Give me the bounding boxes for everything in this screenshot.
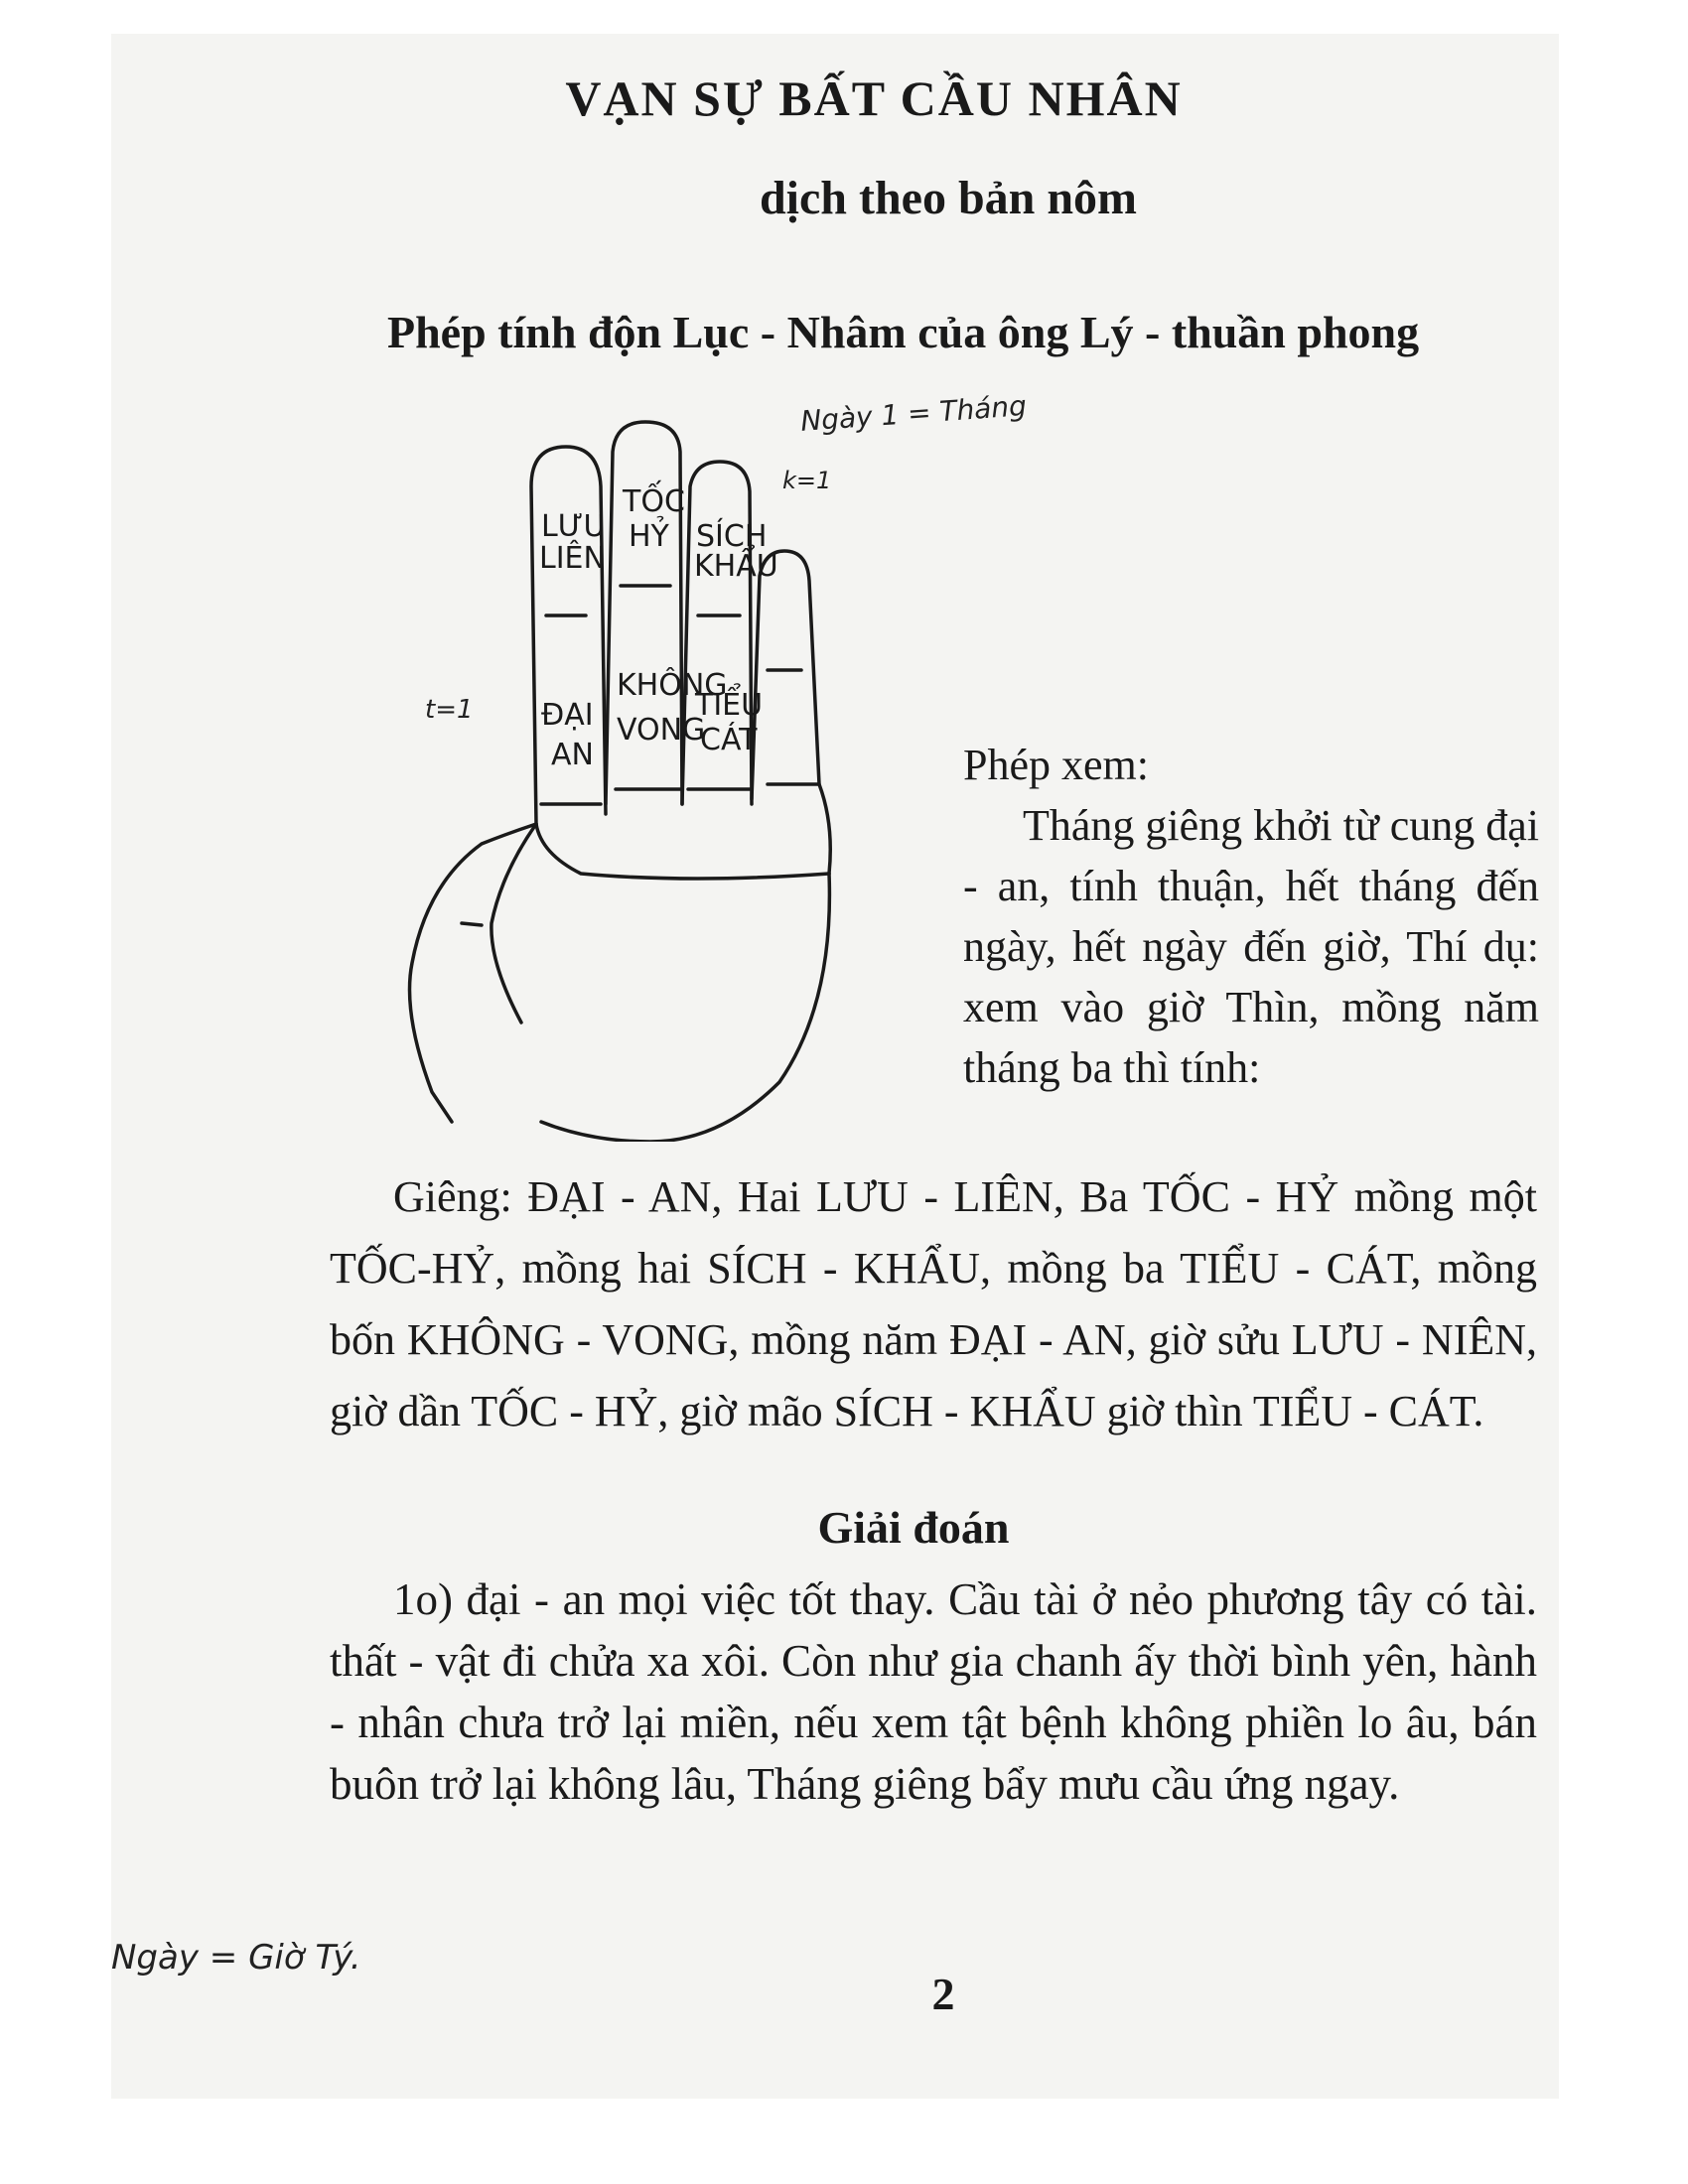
label-lien: LIÊN [539,541,606,576]
page-subtitle: dịch theo bản nôm [759,172,1138,224]
method-heading: Phép xem: [963,741,1149,789]
label-toc: TỐC [623,484,685,519]
page-number: 2 [931,1969,955,2019]
paragraph-interpretation: 1o) đại - an mọi việc tốt thay. Cầu tài ở nẻo phương tây có tài. thất - vật đi chửa xa xôi. Còn như gia chanh ấy thời bình yên, hành - nhân chưa trở lại miền, nếu xem tật bệnh không phiền lo âu, bán buôn trở lại không lâu, Tháng giêng bẩy mưu cầu ứng ngay. [330,1574,1537,1809]
label-dai: ĐẠI [541,698,594,733]
section-heading: Phép tính độn Lục - Nhâm của ông Lý - thuần phong [387,307,1420,357]
label-hy: HỶ [629,519,669,554]
handwritten-note-left: t=1 [425,695,474,725]
label-khau: KHẨU [694,549,778,584]
sub-heading: Giải đoán [817,1502,1010,1553]
label-tieu: TIỂU [695,688,764,723]
label-cat: CÁT [700,723,758,757]
paragraph-calculation: Giêng: ĐẠI - AN, Hai LƯU - LIÊN, Ba TỐC - HỶ mồng một TỐC-HỶ, mồng hai SÍCH - KHẨU, mồng ba TIỂU - CÁT, mồng bốn KHÔNG - VONG, mồng năm ĐẠI - AN, giờ sửu LƯU - NIÊN, giờ dần TỐC - HỶ, giờ mão SÍCH - KHẨU giờ thìn TIỂU - CÁT. [330,1172,1537,1435]
handwritten-note-bottom: Ngày = Giờ Tý. [111,1938,361,1978]
label-sich: SÍCH [696,519,768,554]
method-section [963,735,1539,1098]
page-title: VẠN SỰ BẤT CẦU NHÂN [565,70,1183,126]
label-luu: LƯU [541,509,606,544]
label-khong: KHÔNG [617,668,728,703]
label-vong: VONG [617,713,706,748]
handwritten-note-k: k=1 [782,467,832,494]
label-an: AN [551,738,594,772]
hand-diagram [392,407,869,1142]
hand-outline-icon [410,422,831,1142]
handwritten-note-top: Ngày 1 = Tháng [799,389,1028,438]
method-text: Tháng giêng khởi từ cung đại - an, tính thuận, hết tháng đến ngày, hết ngày đến giờ, Thí dụ: xem vào giờ Thìn, mồng năm tháng ba thì tính: [963,801,1540,1092]
